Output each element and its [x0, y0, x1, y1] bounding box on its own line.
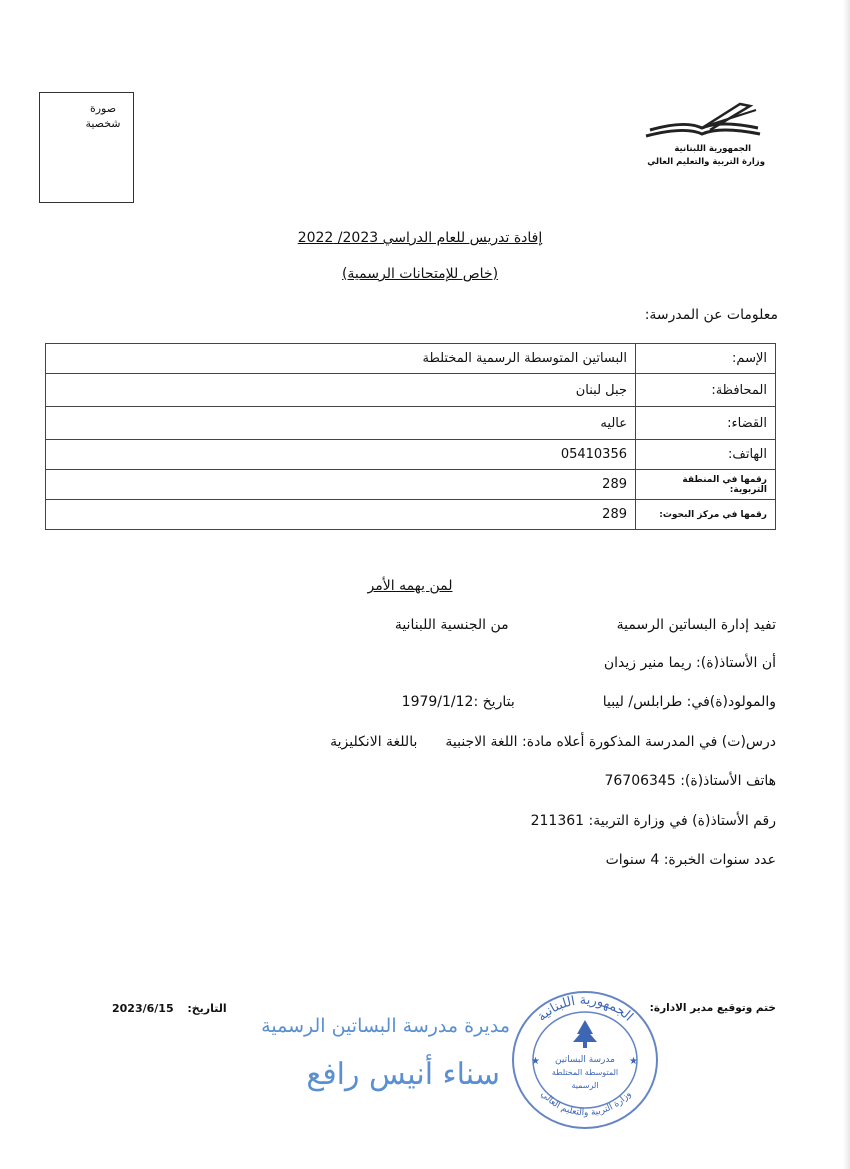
- row-value: عاليه: [46, 407, 636, 440]
- photo-box: [39, 92, 134, 203]
- photo-label: صورة شخصية: [85, 102, 121, 130]
- svg-text:الجمهورية اللبنانية: [534, 993, 635, 1025]
- body-line-2: أن الأستاذ(ة): ريما منير زيدان: [603, 655, 776, 671]
- table-row: [46, 440, 776, 470]
- table-row: [46, 407, 776, 440]
- school-stamp: [505, 982, 665, 1132]
- row-value: جبل لبنان: [46, 374, 636, 407]
- stamp-center-line1: مدرسة البساتين: [555, 1055, 615, 1065]
- stamp-ring-text: الجمهورية اللبنانية: [534, 992, 636, 1025]
- stamp-center-line2: المتوسطة المختلطة: [551, 1068, 619, 1077]
- body-line-5: هاتف الأستاذ(ة): 76706345: [604, 773, 776, 789]
- date-value: 2023/6/15: [112, 1002, 174, 1015]
- body-line-3: والمولود(ة)في: طرابلس/ ليبيابتاريخ :1979/1/12: [401, 694, 776, 710]
- signature-line2: سناء أنيس رافع: [306, 1057, 500, 1092]
- star-icon: ★: [531, 1056, 540, 1067]
- row-value: 289: [46, 470, 636, 500]
- cedar-icon: [573, 1020, 597, 1048]
- row-value: 05410356: [46, 440, 636, 470]
- row-label: الهاتف:: [636, 440, 776, 470]
- body-line-4: درس(ت) في المدرسة المذكورة أعلاه مادة: اللغة الاجنبيةباللغة الانكليزية: [330, 734, 776, 750]
- body-line-7: عدد سنوات الخبرة: 4 سنوات: [605, 852, 776, 868]
- school-info-heading: معلومات عن المدرسة:: [644, 307, 778, 323]
- row-label: رقمها في المنطقة التربوية:: [636, 470, 776, 500]
- table-row: [46, 500, 776, 530]
- handwritten-signature: [261, 1015, 510, 1105]
- star-icon: ★: [629, 1056, 638, 1067]
- body-line-1: تفيد إدارة البساتين الرسميةمن الجنسية اللبنانية: [394, 617, 776, 633]
- document-subtitle: (خاص للإمتحانات الرسمية): [341, 266, 499, 282]
- signature-label: ختم وتوقيع مدير الادارة:: [649, 1002, 776, 1014]
- body-line-6: رقم الأستاذ(ة) في وزارة التربية: 211361: [530, 813, 776, 829]
- school-info-table: [45, 343, 776, 530]
- stamp-center-line3: الرسمية: [571, 1081, 599, 1090]
- scan-edge: [843, 0, 850, 1169]
- table-row: [46, 344, 776, 374]
- row-label: القضاء:: [636, 407, 776, 440]
- ministry-logo: [640, 100, 765, 175]
- row-label: رقمها في مركز البحوث:: [636, 500, 776, 530]
- svg-text:وزارة التربية والتعليم العالي: [539, 1089, 634, 1118]
- addressee-heading: لمن يهمه الأمر: [367, 578, 453, 594]
- table-row: [46, 470, 776, 500]
- row-label: الإسم:: [636, 344, 776, 374]
- row-label: المحافظة:: [636, 374, 776, 407]
- open-book-icon: [640, 100, 765, 145]
- logo-line1: الجمهورية اللبنانية: [674, 144, 751, 154]
- table-row: [46, 374, 776, 407]
- signature-line1: مديرة مدرسة البساتين الرسمية: [261, 1015, 510, 1037]
- document-title: إفادة تدريس للعام الدراسي 2023/ 2022: [297, 230, 543, 246]
- row-value: 289: [46, 500, 636, 530]
- row-value: البساتين المتوسطة الرسمية المختلطة: [46, 344, 636, 374]
- stamp-bottom-text: وزارة التربية والتعليم العالي: [538, 1089, 634, 1119]
- date-row: [112, 1002, 227, 1015]
- date-label: التاريخ:: [187, 1002, 227, 1015]
- logo-line2: وزارة التربية والتعليم العالي: [647, 157, 765, 167]
